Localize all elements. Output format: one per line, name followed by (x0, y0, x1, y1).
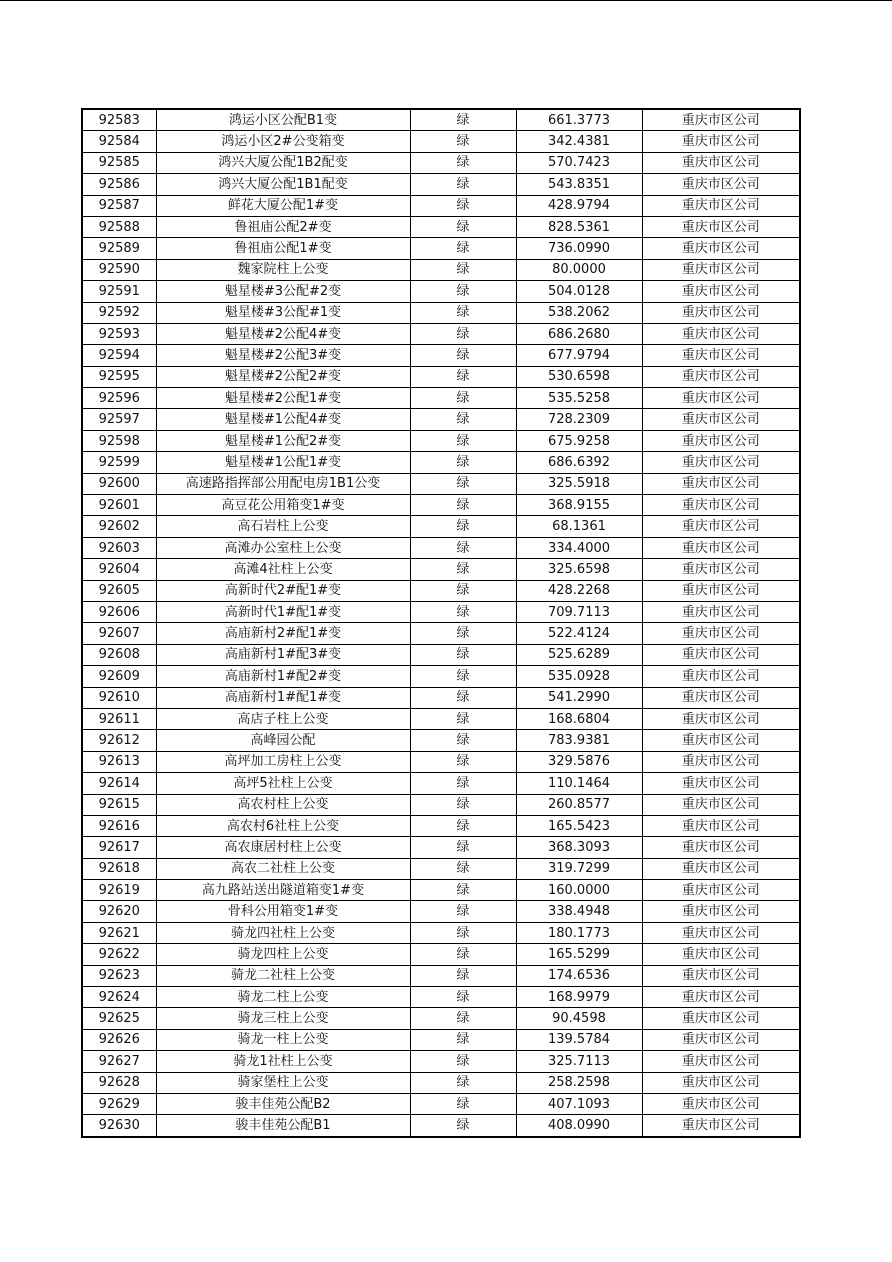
table-row (82, 1008, 800, 1029)
transformer-name-cell: 魁星楼#1公配1#变 (156, 452, 410, 473)
table-row (82, 965, 800, 986)
table-row (82, 880, 800, 901)
status-color-cell: 绿 (410, 858, 516, 879)
table-row (82, 388, 800, 409)
table-row (82, 495, 800, 516)
organization-cell: 重庆市区公司 (642, 730, 800, 751)
organization-cell: 重庆市区公司 (642, 302, 800, 323)
row-id-cell: 92627 (82, 1051, 156, 1072)
transformer-name-cell: 鸿兴大厦公配1B2配变 (156, 152, 410, 173)
status-color-cell: 绿 (410, 516, 516, 537)
row-id-cell: 92601 (82, 495, 156, 516)
transformer-name-cell: 高庙新村1#配2#变 (156, 666, 410, 687)
table-row (82, 708, 800, 729)
transformer-name-cell: 魁星楼#2公配2#变 (156, 366, 410, 387)
value-cell: 325.7113 (516, 1051, 642, 1072)
transformer-name-cell: 骑龙二柱上公变 (156, 987, 410, 1008)
organization-cell: 重庆市区公司 (642, 944, 800, 965)
organization-cell: 重庆市区公司 (642, 559, 800, 580)
table-row (82, 131, 800, 152)
organization-cell: 重庆市区公司 (642, 1115, 800, 1137)
page-top-border (0, 0, 892, 1)
transformer-name-cell: 鲜花大厦公配1#变 (156, 195, 410, 216)
table-row (82, 238, 800, 259)
row-id-cell: 92603 (82, 537, 156, 558)
transformer-name-cell: 高九路站送出隧道箱变1#变 (156, 880, 410, 901)
transformer-name-cell: 鲁祖庙公配1#变 (156, 238, 410, 259)
row-id-cell: 92585 (82, 152, 156, 173)
value-cell: 504.0128 (516, 281, 642, 302)
value-cell: 338.4948 (516, 901, 642, 922)
value-cell: 319.7299 (516, 858, 642, 879)
row-id-cell: 92623 (82, 965, 156, 986)
transformer-name-cell: 鸿运小区2#公变箱变 (156, 131, 410, 152)
organization-cell: 重庆市区公司 (642, 601, 800, 622)
value-cell: 535.0928 (516, 666, 642, 687)
table-row (82, 1029, 800, 1050)
value-cell: 329.5876 (516, 751, 642, 772)
row-id-cell: 92604 (82, 559, 156, 580)
organization-cell: 重庆市区公司 (642, 516, 800, 537)
organization-cell: 重庆市区公司 (642, 1072, 800, 1093)
table-row (82, 623, 800, 644)
status-color-cell: 绿 (410, 152, 516, 173)
value-cell: 68.1361 (516, 516, 642, 537)
transformer-name-cell: 高庙新村1#配3#变 (156, 644, 410, 665)
table-row (82, 452, 800, 473)
value-cell: 736.0990 (516, 238, 642, 259)
value-cell: 139.5784 (516, 1029, 642, 1050)
value-cell: 709.7113 (516, 601, 642, 622)
table-row (82, 1115, 800, 1137)
value-cell: 342.4381 (516, 131, 642, 152)
transformer-name-cell: 鸿兴大厦公配1B1配变 (156, 174, 410, 195)
row-id-cell: 92610 (82, 687, 156, 708)
status-color-cell: 绿 (410, 880, 516, 901)
value-cell: 543.8351 (516, 174, 642, 195)
organization-cell: 重庆市区公司 (642, 773, 800, 794)
organization-cell: 重庆市区公司 (642, 131, 800, 152)
status-color-cell: 绿 (410, 131, 516, 152)
status-color-cell: 绿 (410, 901, 516, 922)
transformer-name-cell: 魁星楼#3公配#2变 (156, 281, 410, 302)
value-cell: 168.6804 (516, 708, 642, 729)
value-cell: 180.1773 (516, 922, 642, 943)
status-color-cell: 绿 (410, 1072, 516, 1093)
row-id-cell: 92616 (82, 815, 156, 836)
row-id-cell: 92611 (82, 708, 156, 729)
organization-cell: 重庆市区公司 (642, 495, 800, 516)
organization-cell: 重庆市区公司 (642, 708, 800, 729)
row-id-cell: 92629 (82, 1093, 156, 1114)
table-row (82, 644, 800, 665)
table-row (82, 815, 800, 836)
value-cell: 168.9979 (516, 987, 642, 1008)
organization-cell: 重庆市区公司 (642, 323, 800, 344)
row-id-cell: 92607 (82, 623, 156, 644)
row-id-cell: 92630 (82, 1115, 156, 1137)
transformer-name-cell: 高新时代1#配1#变 (156, 601, 410, 622)
table-row (82, 302, 800, 323)
transformer-name-cell: 高滩办公室柱上公变 (156, 537, 410, 558)
row-id-cell: 92622 (82, 944, 156, 965)
table-body (82, 109, 800, 1137)
value-cell: 174.6536 (516, 965, 642, 986)
value-cell: 368.9155 (516, 495, 642, 516)
row-id-cell: 92584 (82, 131, 156, 152)
value-cell: 661.3773 (516, 109, 642, 131)
value-cell: 783.9381 (516, 730, 642, 751)
transformer-name-cell: 鸿运小区公配B1变 (156, 109, 410, 131)
organization-cell: 重庆市区公司 (642, 965, 800, 986)
status-color-cell: 绿 (410, 730, 516, 751)
organization-cell: 重庆市区公司 (642, 644, 800, 665)
status-color-cell: 绿 (410, 1115, 516, 1137)
status-color-cell: 绿 (410, 1051, 516, 1072)
organization-cell: 重庆市区公司 (642, 195, 800, 216)
row-id-cell: 92590 (82, 259, 156, 280)
table-row (82, 109, 800, 131)
table-row (82, 195, 800, 216)
value-cell: 522.4124 (516, 623, 642, 644)
organization-cell: 重庆市区公司 (642, 623, 800, 644)
table-row (82, 473, 800, 494)
status-color-cell: 绿 (410, 773, 516, 794)
status-color-cell: 绿 (410, 644, 516, 665)
value-cell: 407.1093 (516, 1093, 642, 1114)
status-color-cell: 绿 (410, 388, 516, 409)
value-cell: 686.6392 (516, 452, 642, 473)
row-id-cell: 92625 (82, 1008, 156, 1029)
transformer-name-cell: 骑龙四社柱上公变 (156, 922, 410, 943)
organization-cell: 重庆市区公司 (642, 388, 800, 409)
table-row (82, 323, 800, 344)
status-color-cell: 绿 (410, 366, 516, 387)
value-cell: 80.0000 (516, 259, 642, 280)
status-color-cell: 绿 (410, 666, 516, 687)
organization-cell: 重庆市区公司 (642, 409, 800, 430)
transformer-name-cell: 高峰园公配 (156, 730, 410, 751)
organization-cell: 重庆市区公司 (642, 987, 800, 1008)
status-color-cell: 绿 (410, 495, 516, 516)
table-row (82, 537, 800, 558)
row-id-cell: 92617 (82, 837, 156, 858)
status-color-cell: 绿 (410, 302, 516, 323)
table-row (82, 152, 800, 173)
organization-cell: 重庆市区公司 (642, 1051, 800, 1072)
row-id-cell: 92598 (82, 430, 156, 451)
status-color-cell: 绿 (410, 281, 516, 302)
value-cell: 260.8577 (516, 794, 642, 815)
transformer-name-cell: 魁星楼#1公配2#变 (156, 430, 410, 451)
organization-cell: 重庆市区公司 (642, 238, 800, 259)
value-cell: 570.7423 (516, 152, 642, 173)
table-row (82, 987, 800, 1008)
value-cell: 541.2990 (516, 687, 642, 708)
table-row (82, 773, 800, 794)
status-color-cell: 绿 (410, 687, 516, 708)
row-id-cell: 92602 (82, 516, 156, 537)
status-color-cell: 绿 (410, 751, 516, 772)
organization-cell: 重庆市区公司 (642, 174, 800, 195)
transformer-name-cell: 魁星楼#2公配4#变 (156, 323, 410, 344)
table-row (82, 1072, 800, 1093)
row-id-cell: 92614 (82, 773, 156, 794)
transformer-name-cell: 骨科公用箱变1#变 (156, 901, 410, 922)
organization-cell: 重庆市区公司 (642, 751, 800, 772)
transformer-name-cell: 骑龙三柱上公变 (156, 1008, 410, 1029)
table-row (82, 409, 800, 430)
organization-cell: 重庆市区公司 (642, 901, 800, 922)
value-cell: 675.9258 (516, 430, 642, 451)
value-cell: 828.5361 (516, 216, 642, 237)
table-row (82, 216, 800, 237)
status-color-cell: 绿 (410, 837, 516, 858)
organization-cell: 重庆市区公司 (642, 537, 800, 558)
status-color-cell: 绿 (410, 452, 516, 473)
transformer-name-cell: 高庙新村1#配1#变 (156, 687, 410, 708)
transformer-name-cell: 高农二社柱上公变 (156, 858, 410, 879)
transformer-name-cell: 高豆花公用箱变1#变 (156, 495, 410, 516)
row-id-cell: 92605 (82, 580, 156, 601)
value-cell: 686.2680 (516, 323, 642, 344)
row-id-cell: 92597 (82, 409, 156, 430)
organization-cell: 重庆市区公司 (642, 366, 800, 387)
transformer-name-cell: 魁星楼#1公配4#变 (156, 409, 410, 430)
transformer-name-cell: 高庙新村2#配1#变 (156, 623, 410, 644)
row-id-cell: 92588 (82, 216, 156, 237)
status-color-cell: 绿 (410, 580, 516, 601)
status-color-cell: 绿 (410, 345, 516, 366)
organization-cell: 重庆市区公司 (642, 580, 800, 601)
table-row (82, 366, 800, 387)
value-cell: 368.3093 (516, 837, 642, 858)
table-row (82, 751, 800, 772)
value-cell: 538.2062 (516, 302, 642, 323)
transformer-name-cell: 高农村柱上公变 (156, 794, 410, 815)
row-id-cell: 92606 (82, 601, 156, 622)
status-color-cell: 绿 (410, 1008, 516, 1029)
row-id-cell: 92586 (82, 174, 156, 195)
status-color-cell: 绿 (410, 708, 516, 729)
value-cell: 165.5423 (516, 815, 642, 836)
row-id-cell: 92618 (82, 858, 156, 879)
table-row (82, 687, 800, 708)
row-id-cell: 92599 (82, 452, 156, 473)
row-id-cell: 92587 (82, 195, 156, 216)
organization-cell: 重庆市区公司 (642, 1008, 800, 1029)
transformer-name-cell: 骑龙一柱上公变 (156, 1029, 410, 1050)
table-row (82, 1051, 800, 1072)
row-id-cell: 92609 (82, 666, 156, 687)
organization-cell: 重庆市区公司 (642, 815, 800, 836)
table-row (82, 794, 800, 815)
transformer-name-cell: 高农康居村柱上公变 (156, 837, 410, 858)
table-row (82, 730, 800, 751)
row-id-cell: 92621 (82, 922, 156, 943)
row-id-cell: 92593 (82, 323, 156, 344)
transformer-name-cell: 魁星楼#2公配3#变 (156, 345, 410, 366)
transformer-name-cell: 高农村6社柱上公变 (156, 815, 410, 836)
organization-cell: 重庆市区公司 (642, 345, 800, 366)
row-id-cell: 92592 (82, 302, 156, 323)
status-color-cell: 绿 (410, 987, 516, 1008)
row-id-cell: 92612 (82, 730, 156, 751)
status-color-cell: 绿 (410, 537, 516, 558)
transformer-name-cell: 高坪加工房柱上公变 (156, 751, 410, 772)
status-color-cell: 绿 (410, 174, 516, 195)
row-id-cell: 92596 (82, 388, 156, 409)
transformer-name-cell: 骑龙1社柱上公变 (156, 1051, 410, 1072)
row-id-cell: 92591 (82, 281, 156, 302)
row-id-cell: 92620 (82, 901, 156, 922)
transformer-name-cell: 高坪5社柱上公变 (156, 773, 410, 794)
status-color-cell: 绿 (410, 1093, 516, 1114)
status-color-cell: 绿 (410, 559, 516, 580)
table-row (82, 430, 800, 451)
row-id-cell: 92619 (82, 880, 156, 901)
row-id-cell: 92626 (82, 1029, 156, 1050)
organization-cell: 重庆市区公司 (642, 1029, 800, 1050)
status-color-cell: 绿 (410, 216, 516, 237)
value-cell: 325.6598 (516, 559, 642, 580)
status-color-cell: 绿 (410, 794, 516, 815)
organization-cell: 重庆市区公司 (642, 109, 800, 131)
transformer-name-cell: 高店子柱上公变 (156, 708, 410, 729)
table-row (82, 174, 800, 195)
organization-cell: 重庆市区公司 (642, 430, 800, 451)
value-cell: 160.0000 (516, 880, 642, 901)
status-color-cell: 绿 (410, 109, 516, 131)
table-row (82, 666, 800, 687)
status-color-cell: 绿 (410, 601, 516, 622)
organization-cell: 重庆市区公司 (642, 452, 800, 473)
status-color-cell: 绿 (410, 259, 516, 280)
organization-cell: 重庆市区公司 (642, 880, 800, 901)
transformer-name-cell: 魏家院柱上公变 (156, 259, 410, 280)
table-row (82, 601, 800, 622)
status-color-cell: 绿 (410, 965, 516, 986)
organization-cell: 重庆市区公司 (642, 259, 800, 280)
table-row (82, 1093, 800, 1114)
transformer-name-cell: 骑龙四柱上公变 (156, 944, 410, 965)
organization-cell: 重庆市区公司 (642, 922, 800, 943)
transformer-name-cell: 鲁祖庙公配2#变 (156, 216, 410, 237)
row-id-cell: 92594 (82, 345, 156, 366)
table-row (82, 837, 800, 858)
transformer-name-cell: 骑龙二社柱上公变 (156, 965, 410, 986)
value-cell: 258.2598 (516, 1072, 642, 1093)
value-cell: 428.9794 (516, 195, 642, 216)
organization-cell: 重庆市区公司 (642, 666, 800, 687)
organization-cell: 重庆市区公司 (642, 794, 800, 815)
value-cell: 728.2309 (516, 409, 642, 430)
status-color-cell: 绿 (410, 473, 516, 494)
value-cell: 677.9794 (516, 345, 642, 366)
status-color-cell: 绿 (410, 922, 516, 943)
row-id-cell: 92628 (82, 1072, 156, 1093)
organization-cell: 重庆市区公司 (642, 1093, 800, 1114)
organization-cell: 重庆市区公司 (642, 858, 800, 879)
transformer-data-table (81, 108, 801, 1138)
transformer-name-cell: 骏丰佳苑公配B1 (156, 1115, 410, 1137)
transformer-name-cell: 高新时代2#配1#变 (156, 580, 410, 601)
organization-cell: 重庆市区公司 (642, 837, 800, 858)
row-id-cell: 92589 (82, 238, 156, 259)
transformer-name-cell: 高滩4社柱上公变 (156, 559, 410, 580)
status-color-cell: 绿 (410, 944, 516, 965)
organization-cell: 重庆市区公司 (642, 687, 800, 708)
table-row (82, 345, 800, 366)
table-row (82, 922, 800, 943)
status-color-cell: 绿 (410, 430, 516, 451)
value-cell: 428.2268 (516, 580, 642, 601)
transformer-name-cell: 高石岩柱上公变 (156, 516, 410, 537)
organization-cell: 重庆市区公司 (642, 216, 800, 237)
row-id-cell: 92613 (82, 751, 156, 772)
value-cell: 90.4598 (516, 1008, 642, 1029)
value-cell: 325.5918 (516, 473, 642, 494)
status-color-cell: 绿 (410, 1029, 516, 1050)
table-row (82, 901, 800, 922)
transformer-name-cell: 骑家堡柱上公变 (156, 1072, 410, 1093)
transformer-name-cell: 魁星楼#3公配#1变 (156, 302, 410, 323)
value-cell: 535.5258 (516, 388, 642, 409)
value-cell: 530.6598 (516, 366, 642, 387)
table-row (82, 259, 800, 280)
table-row (82, 281, 800, 302)
value-cell: 165.5299 (516, 944, 642, 965)
organization-cell: 重庆市区公司 (642, 152, 800, 173)
row-id-cell: 92608 (82, 644, 156, 665)
table-row (82, 944, 800, 965)
status-color-cell: 绿 (410, 815, 516, 836)
organization-cell: 重庆市区公司 (642, 473, 800, 494)
row-id-cell: 92600 (82, 473, 156, 494)
table-row (82, 559, 800, 580)
value-cell: 525.6289 (516, 644, 642, 665)
row-id-cell: 92624 (82, 987, 156, 1008)
transformer-name-cell: 魁星楼#2公配1#变 (156, 388, 410, 409)
value-cell: 110.1464 (516, 773, 642, 794)
row-id-cell: 92615 (82, 794, 156, 815)
status-color-cell: 绿 (410, 623, 516, 644)
table-row (82, 858, 800, 879)
value-cell: 408.0990 (516, 1115, 642, 1137)
transformer-name-cell: 骏丰佳苑公配B2 (156, 1093, 410, 1114)
status-color-cell: 绿 (410, 195, 516, 216)
table-row (82, 580, 800, 601)
status-color-cell: 绿 (410, 323, 516, 344)
status-color-cell: 绿 (410, 409, 516, 430)
table-row (82, 516, 800, 537)
transformer-name-cell: 高速路指挥部公用配电房1B1公变 (156, 473, 410, 494)
value-cell: 334.4000 (516, 537, 642, 558)
row-id-cell: 92583 (82, 109, 156, 131)
organization-cell: 重庆市区公司 (642, 281, 800, 302)
row-id-cell: 92595 (82, 366, 156, 387)
status-color-cell: 绿 (410, 238, 516, 259)
